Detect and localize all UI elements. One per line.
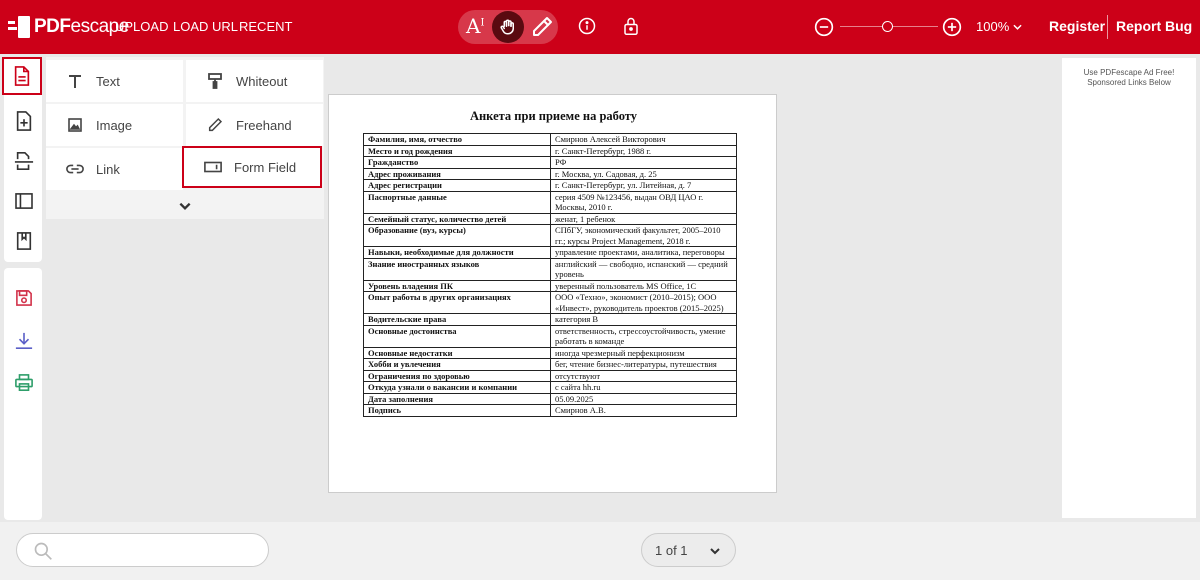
field-label: Паспортные данные bbox=[364, 191, 551, 213]
hand-tool[interactable] bbox=[492, 11, 524, 43]
ad-panel bbox=[1062, 58, 1196, 518]
register-link[interactable]: Register bbox=[1049, 18, 1106, 34]
left-rail-bottom bbox=[4, 268, 42, 520]
table-row bbox=[364, 225, 737, 247]
field-value: ООО «Техно», экономист (2010–2015); ООО «Инвест», руководитель проектов (2015–2025) bbox=[551, 292, 737, 314]
info-icon[interactable] bbox=[578, 17, 596, 35]
print-button[interactable] bbox=[4, 365, 44, 401]
freehand-tool[interactable] bbox=[186, 104, 323, 146]
field-value: РФ bbox=[551, 157, 737, 169]
image-icon bbox=[66, 116, 84, 134]
search-icon bbox=[33, 541, 53, 561]
download-button[interactable] bbox=[4, 323, 44, 359]
form-field-icon bbox=[204, 158, 222, 176]
search-box[interactable] bbox=[16, 533, 269, 567]
table-row bbox=[364, 213, 737, 225]
zoom-out-icon[interactable] bbox=[814, 17, 834, 37]
bookmarks-button[interactable] bbox=[4, 223, 44, 259]
field-label: Гражданство bbox=[364, 157, 551, 169]
zoom-level-dropdown[interactable] bbox=[976, 19, 1022, 34]
field-value: г. Москва, ул. Садовая, д. 25 bbox=[551, 168, 737, 180]
table-row bbox=[364, 157, 737, 169]
table-row bbox=[364, 393, 737, 405]
field-value: английский — свободно, испанский — средний уровень bbox=[551, 258, 737, 280]
freehand-tool-label: Freehand bbox=[236, 117, 292, 133]
table-row bbox=[364, 314, 737, 326]
table-row bbox=[364, 180, 737, 192]
field-label: Образование (вуз, курсы) bbox=[364, 225, 551, 247]
field-label: Основные достоинства bbox=[364, 325, 551, 347]
field-value: серия 4509 №123456, выдан ОВД ЦАО г. Москвы, 2010 г. bbox=[551, 191, 737, 213]
field-label: Фамилия, имя, отчество bbox=[364, 134, 551, 146]
field-value: СПбГУ, экономический факультет, 2005–2010 гг.; курсы Project Management, 2018 г. bbox=[551, 225, 737, 247]
page-selector[interactable] bbox=[641, 533, 736, 567]
field-value: г. Санкт-Петербург, ул. Литейная, д. 7 bbox=[551, 180, 737, 192]
search-input[interactable] bbox=[61, 540, 261, 562]
whiteout-tool[interactable] bbox=[186, 60, 323, 102]
field-label: Опыт работы в других организациях bbox=[364, 292, 551, 314]
field-label: Основные недостатки bbox=[364, 347, 551, 359]
image-tool[interactable] bbox=[46, 104, 183, 146]
field-label: Ограничения по здоровью bbox=[364, 370, 551, 382]
field-label: Хобби и увлечения bbox=[364, 359, 551, 371]
nav-load-url[interactable]: LOAD URL bbox=[173, 19, 239, 34]
field-label: Уровень владения ПК bbox=[364, 280, 551, 292]
field-label: Место и год рождения bbox=[364, 145, 551, 157]
table-row bbox=[364, 370, 737, 382]
ad-text: Use PDFescape Ad Free! Sponsored Links Below bbox=[1083, 68, 1175, 87]
bottom-bar bbox=[0, 522, 1200, 580]
field-label: Адрес регистрации bbox=[364, 180, 551, 192]
page-indicator: 1 of 1 bbox=[655, 542, 688, 558]
link-icon bbox=[66, 160, 84, 178]
text-tool[interactable] bbox=[46, 60, 183, 102]
text-select-tool[interactable]: $A^I$ bbox=[466, 14, 485, 38]
report-bug-link[interactable]: Report Bug bbox=[1116, 18, 1193, 34]
field-label: Адрес проживания bbox=[364, 168, 551, 180]
table-row bbox=[364, 382, 737, 394]
bookmark-icon bbox=[16, 232, 32, 250]
logo-text: PDFescape bbox=[34, 16, 129, 37]
whiteout-tool-label: Whiteout bbox=[236, 73, 288, 89]
download-icon bbox=[15, 332, 33, 350]
field-label: Навыки, необходимые для должности bbox=[364, 247, 551, 259]
table-row bbox=[364, 292, 737, 314]
printer-icon bbox=[15, 374, 33, 392]
table-row bbox=[364, 168, 737, 180]
field-value: отсутствуют bbox=[551, 370, 737, 382]
zoom-slider-handle[interactable] bbox=[882, 21, 893, 32]
link-tool[interactable] bbox=[46, 148, 183, 190]
table-row bbox=[364, 347, 737, 359]
field-label: Откуда узнали о вакансии и компании bbox=[364, 382, 551, 394]
chevron-down-icon bbox=[709, 546, 721, 556]
table-row bbox=[364, 258, 737, 280]
pdfescape-logo[interactable] bbox=[8, 13, 129, 41]
image-tool-label: Image bbox=[96, 117, 133, 133]
field-label: Знание иностранных языков bbox=[364, 258, 551, 280]
field-value: бег, чтение бизнес-литературы, путешествия bbox=[551, 359, 737, 371]
left-rail-top bbox=[4, 57, 42, 262]
table-row bbox=[364, 247, 737, 259]
logo-icon bbox=[8, 16, 30, 38]
lock-icon[interactable] bbox=[622, 16, 640, 36]
insert-page-button[interactable] bbox=[4, 103, 44, 139]
field-value: иногда чрезмерный перфекционизм bbox=[551, 347, 737, 359]
sidebar-icon bbox=[15, 193, 33, 209]
pencil-icon[interactable] bbox=[530, 15, 554, 39]
text-tool-label: Text bbox=[96, 73, 120, 89]
hand-icon bbox=[499, 18, 517, 36]
field-value: уверенный пользователь MS Office, 1С bbox=[551, 280, 737, 292]
sidebar-toggle-button[interactable] bbox=[4, 183, 44, 219]
page-tools-button[interactable] bbox=[2, 57, 42, 95]
table-row bbox=[364, 325, 737, 347]
pencil-icon bbox=[206, 116, 224, 134]
field-value: Смирнов Алексей Викторович bbox=[551, 134, 737, 146]
field-value: ответственность, стрессоустойчивость, умение работать в команде bbox=[551, 325, 737, 347]
document-icon bbox=[13, 66, 31, 86]
insert-tools-panel bbox=[46, 57, 324, 219]
table-row bbox=[364, 145, 737, 157]
form-field-tool[interactable] bbox=[182, 146, 322, 188]
form-field-tool-label: Form Field bbox=[234, 159, 297, 175]
field-value: категория B bbox=[551, 314, 737, 326]
add-page-icon bbox=[15, 111, 33, 131]
save-icon bbox=[16, 290, 32, 306]
save-button[interactable] bbox=[4, 280, 44, 316]
field-value: женат, 1 ребенок bbox=[551, 213, 737, 225]
field-label: Подпись bbox=[364, 405, 551, 417]
chevron-down-icon[interactable] bbox=[178, 201, 192, 211]
table-row bbox=[364, 359, 737, 371]
chevron-down-icon bbox=[1013, 24, 1022, 30]
table-row bbox=[364, 280, 737, 292]
zoom-in-icon[interactable] bbox=[942, 17, 962, 37]
field-label: Водительские права bbox=[364, 314, 551, 326]
table-row bbox=[364, 405, 737, 417]
top-bar bbox=[0, 0, 1200, 54]
text-t-icon bbox=[66, 72, 84, 90]
field-value: 05.09.2025 bbox=[551, 393, 737, 405]
page-operations-button[interactable] bbox=[4, 143, 44, 179]
document-title: Анкета при приеме на работу bbox=[469, 109, 638, 123]
field-label: Семейный статус, количество детей bbox=[364, 213, 551, 225]
link-tool-label: Link bbox=[96, 161, 120, 177]
field-value: с сайта hh.ru bbox=[551, 382, 737, 394]
paint-roller-icon bbox=[206, 72, 224, 90]
table-row bbox=[364, 134, 737, 146]
field-label: Дата заполнения bbox=[364, 393, 551, 405]
nav-recent[interactable]: RECENT bbox=[239, 19, 293, 34]
page-edit-icon bbox=[14, 151, 34, 171]
table-row bbox=[364, 191, 737, 213]
field-value: Смирнов А.В. bbox=[551, 405, 737, 417]
zoom-level-value: 100% bbox=[976, 19, 1010, 34]
field-value: управление проектами, аналитика, переговоры bbox=[551, 247, 737, 259]
header-divider bbox=[1107, 15, 1108, 39]
questionnaire-table bbox=[363, 133, 737, 417]
pdf-page[interactable] bbox=[328, 94, 777, 493]
nav-upload[interactable]: UPLOAD bbox=[115, 19, 169, 34]
field-value: г. Санкт-Петербург, 1988 г. bbox=[551, 145, 737, 157]
